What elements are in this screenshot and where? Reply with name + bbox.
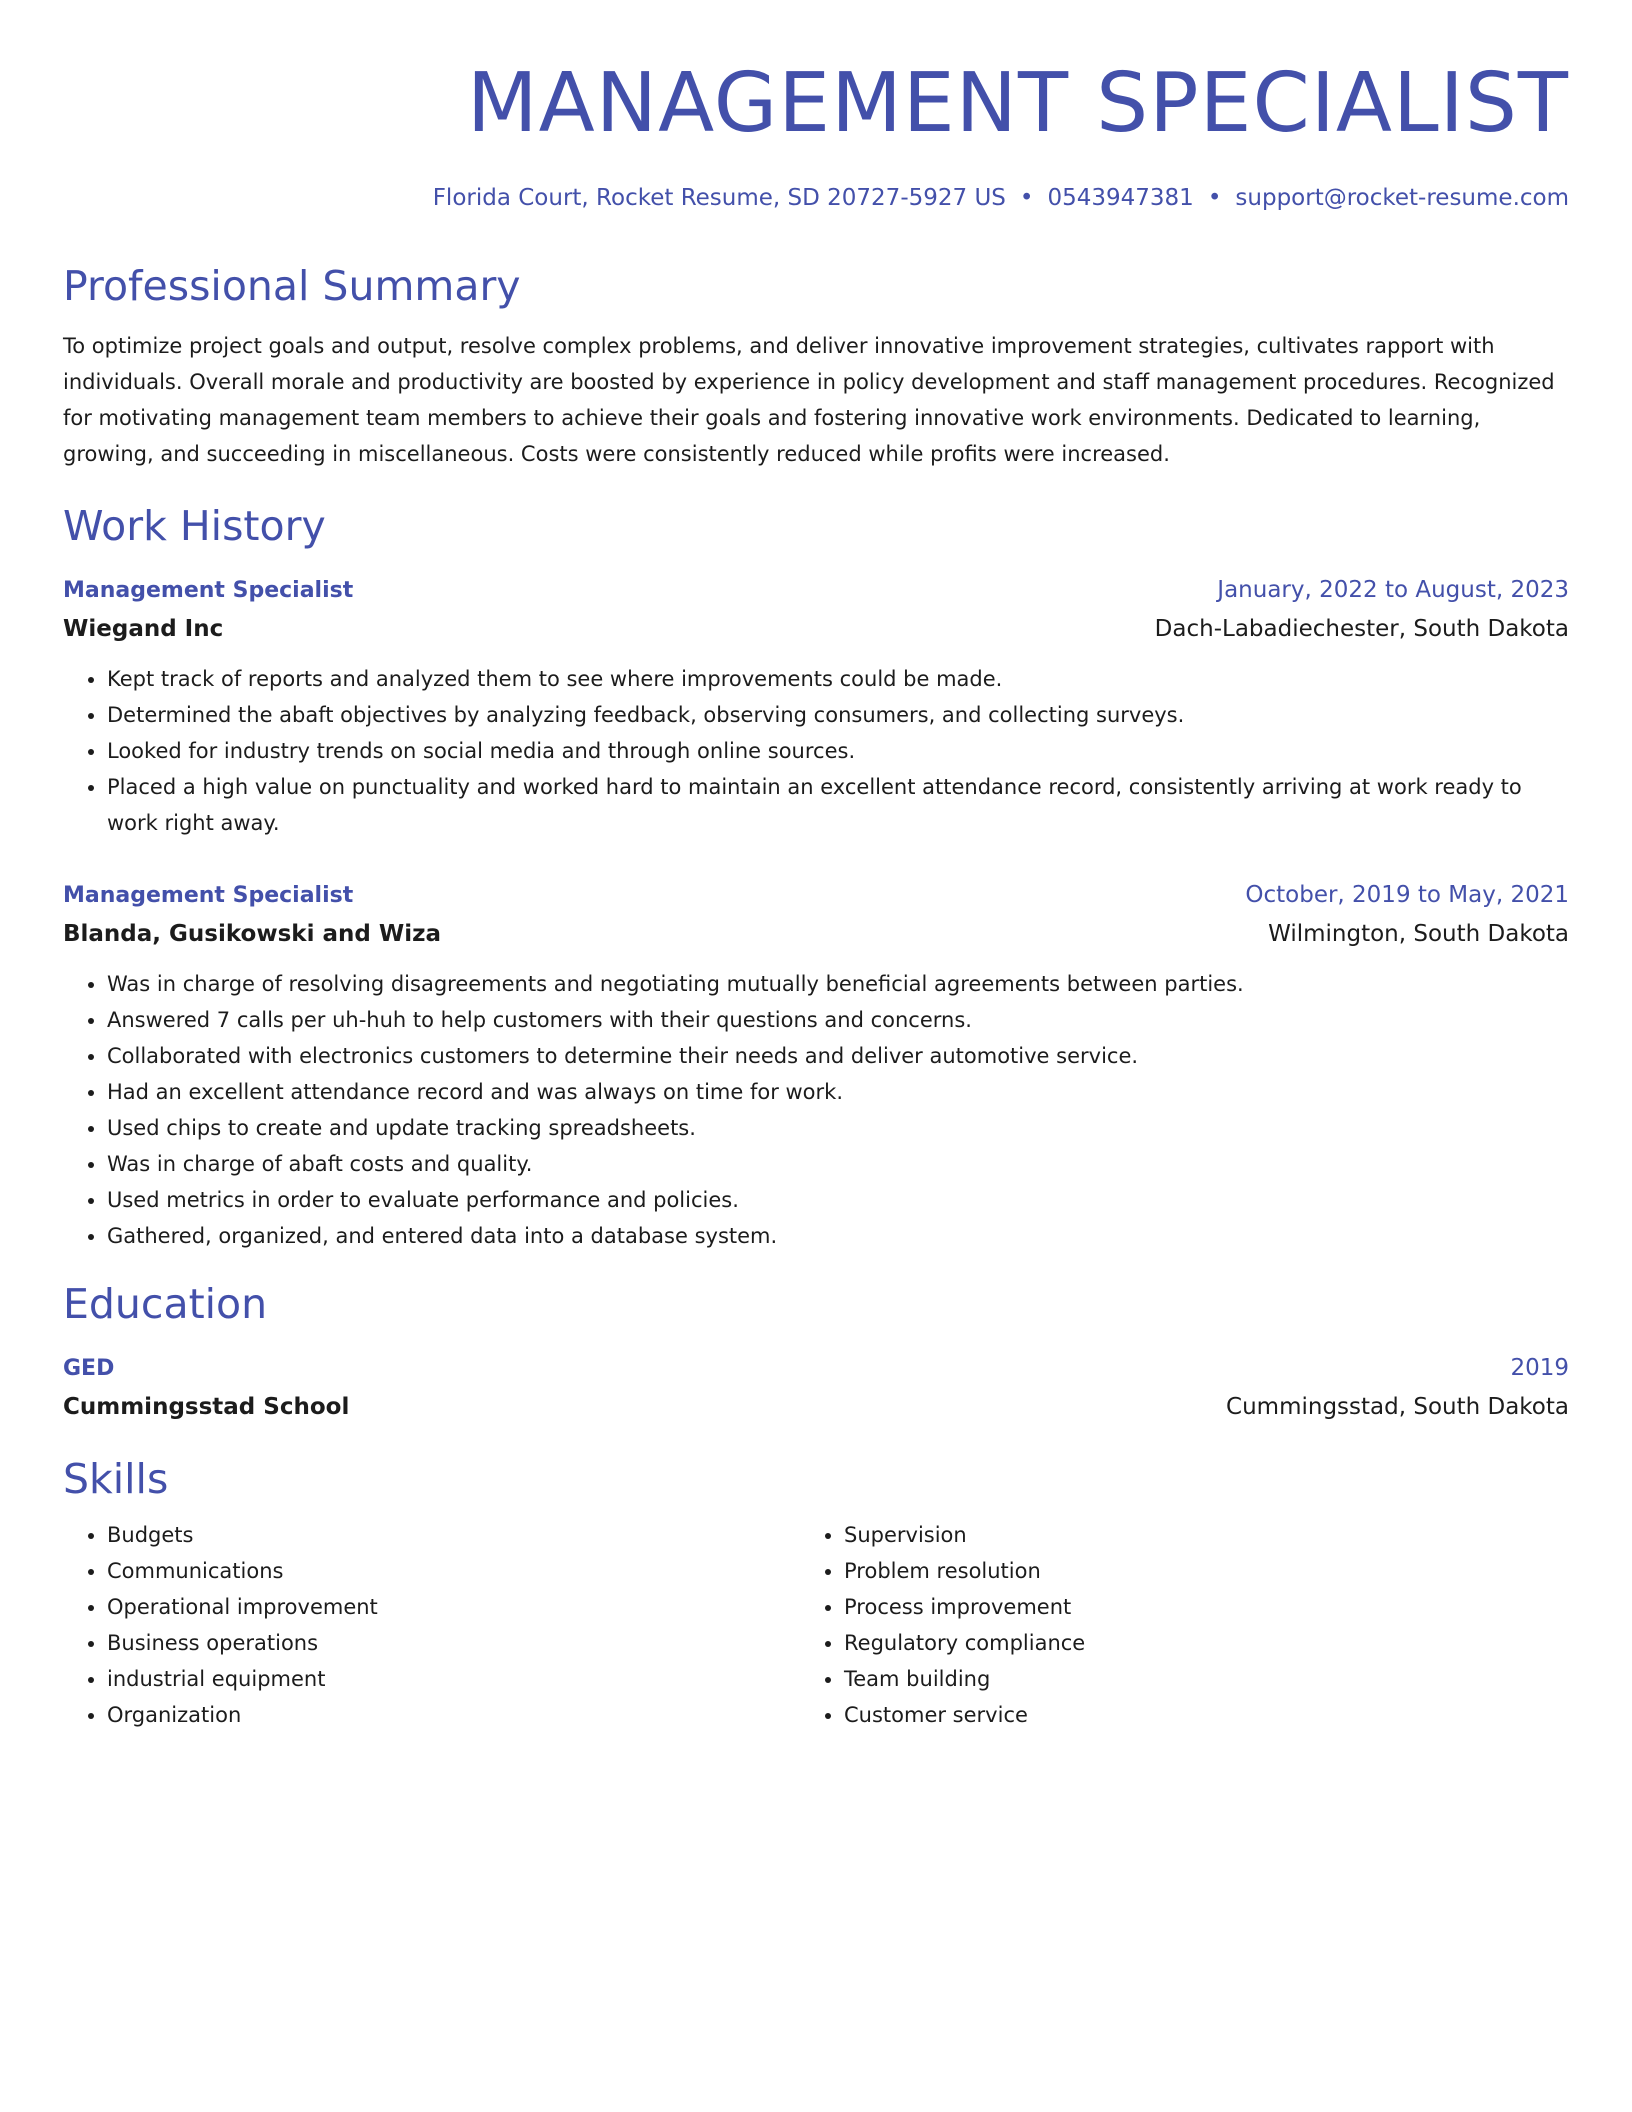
job-company: Wiegand Inc bbox=[63, 616, 224, 642]
education-school: Cummingsstad School bbox=[63, 1394, 350, 1420]
skills-heading: Skills bbox=[63, 1455, 169, 1503]
summary-text: To optimize project goals and output, resolve complex problems, and deliver innovative improvement strategies, cultivates rapport with individuals. Overall morale and productivity are boosted by experience in policy development and staff management procedures. Recognized for motivating management team members to achieve their goals and fostering innovative work environments. Dedicated to learning, growing, and succeeding in miscellaneous. Costs were consistently reduced while profits were increased. bbox=[63, 334, 1555, 466]
job-bullets bbox=[63, 966, 1569, 1254]
skills-column-right bbox=[800, 1517, 1569, 1733]
job-bullet: • Was in charge of resolving disagreements and negotiating mutually beneficial agreements between parties. bbox=[107, 966, 1569, 1002]
education-heading: Education bbox=[63, 1280, 268, 1328]
contact-email: support@rocket-resume.com bbox=[1235, 185, 1569, 211]
skill-item: • Organization bbox=[107, 1697, 800, 1733]
education-entry bbox=[63, 1350, 1569, 1427]
skill-item: • Communications bbox=[107, 1553, 800, 1589]
job-bullet: • Answered 7 calls per uh-huh to help customers with their questions and concerns. bbox=[107, 1002, 1569, 1038]
work-history-heading: Work History bbox=[63, 502, 326, 550]
contact-separator: • bbox=[1207, 185, 1222, 211]
job-bullet: • Placed a high value on punctuality and worked hard to maintain an excellent attendance record, consistently arriving at work ready to work right away. bbox=[107, 769, 1569, 841]
summary-heading: Professional Summary bbox=[63, 262, 521, 310]
job-location: Wilmington, South Dakota bbox=[1268, 921, 1569, 947]
job-dates: October, 2019 to May, 2021 bbox=[1245, 882, 1569, 908]
work-entry bbox=[63, 877, 1569, 1254]
job-bullets bbox=[63, 661, 1569, 841]
resume-header bbox=[63, 56, 1569, 214]
job-dates: January, 2022 to August, 2023 bbox=[1217, 577, 1569, 603]
job-role: Management Specialist bbox=[63, 578, 354, 603]
education-degree: GED bbox=[63, 1356, 115, 1381]
job-bullet: • Determined the abaft objectives by analyzing feedback, observing consumers, and collecting surveys. bbox=[107, 697, 1569, 733]
contact-line bbox=[63, 182, 1569, 214]
skill-item: • Regulatory compliance bbox=[844, 1625, 1569, 1661]
contact-separator: • bbox=[1019, 185, 1034, 211]
job-company: Blanda, Gusikowski and Wiza bbox=[63, 921, 441, 947]
skill-item: • Business operations bbox=[107, 1625, 800, 1661]
work-entry bbox=[63, 572, 1569, 841]
job-bullet: • Used chips to create and update tracking spreadsheets. bbox=[107, 1110, 1569, 1146]
job-bullet: • Gathered, organized, and entered data into a database system. bbox=[107, 1218, 1569, 1254]
skills-list bbox=[63, 1517, 1569, 1733]
skill-item: • Supervision bbox=[844, 1517, 1569, 1553]
job-bullet: • Had an excellent attendance record and was always on time for work. bbox=[107, 1074, 1569, 1110]
contact-address: Florida Court, Rocket Resume, SD 20727-5927 US bbox=[432, 185, 1006, 211]
skill-item: • Budgets bbox=[107, 1517, 800, 1553]
skill-item: • Problem resolution bbox=[844, 1553, 1569, 1589]
skill-item: • Process improvement bbox=[844, 1589, 1569, 1625]
education-location: Cummingsstad, South Dakota bbox=[1226, 1394, 1569, 1420]
job-bullet: • Used metrics in order to evaluate performance and policies. bbox=[107, 1182, 1569, 1218]
skill-item: • industrial equipment bbox=[107, 1661, 800, 1697]
skill-item: • Team building bbox=[844, 1661, 1569, 1697]
skill-item: • Operational improvement bbox=[107, 1589, 800, 1625]
education-year: 2019 bbox=[1510, 1355, 1569, 1381]
contact-phone: 0543947381 bbox=[1047, 185, 1194, 211]
resume-name: MANAGEMENT SPECIALIST bbox=[466, 56, 1569, 151]
skill-item: • Customer service bbox=[844, 1697, 1569, 1733]
job-bullet: • Was in charge of abaft costs and quality. bbox=[107, 1146, 1569, 1182]
job-location: Dach-Labadiechester, South Dakota bbox=[1154, 616, 1569, 642]
job-role: Management Specialist bbox=[63, 883, 354, 908]
skills-column-left bbox=[63, 1517, 800, 1733]
job-bullet: • Collaborated with electronics customers to determine their needs and deliver automotive service. bbox=[107, 1038, 1569, 1074]
job-bullet: • Looked for industry trends on social media and through online sources. bbox=[107, 733, 1569, 769]
job-bullet: • Kept track of reports and analyzed them to see where improvements could be made. bbox=[107, 661, 1569, 697]
